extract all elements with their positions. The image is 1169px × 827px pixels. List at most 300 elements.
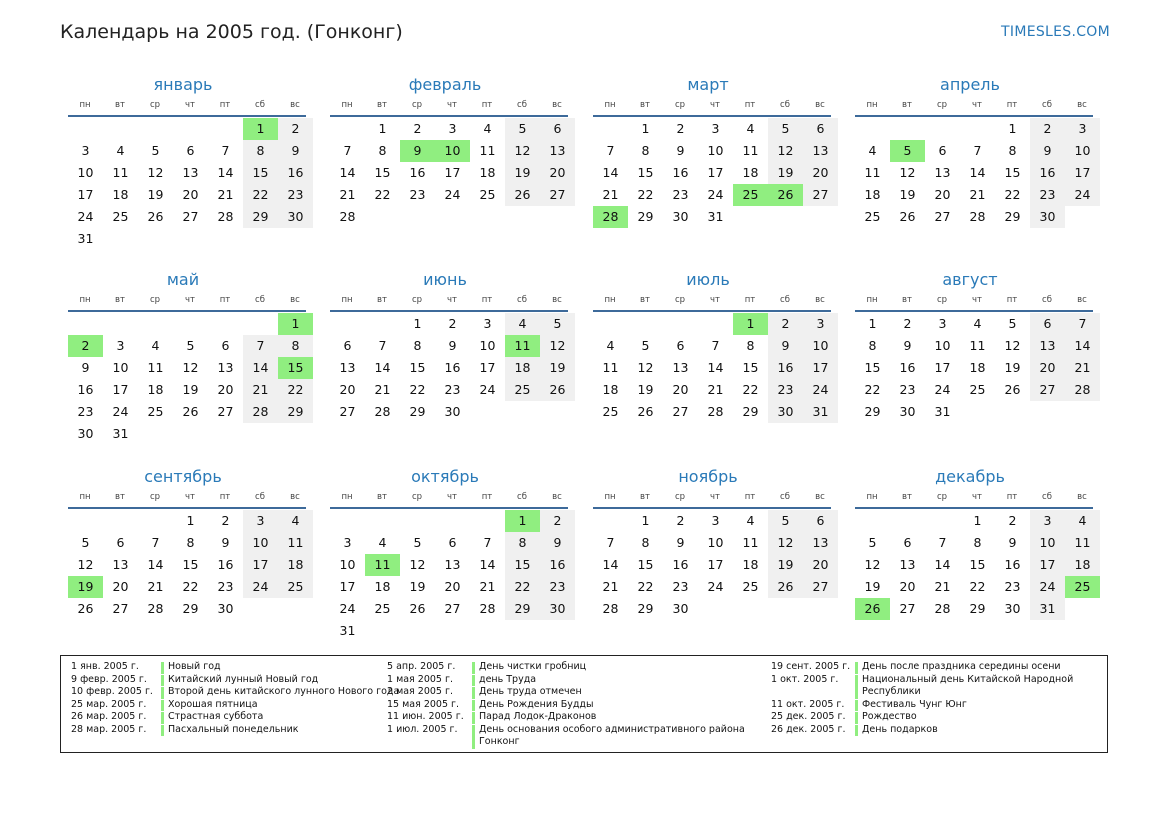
day-cell: 24 xyxy=(934,382,951,397)
day-cell: 5 xyxy=(641,338,650,353)
weekday-label: вс xyxy=(290,100,300,110)
day-cell: 2 xyxy=(413,121,422,136)
weekday-label: вт xyxy=(640,295,650,305)
day-cell: 4 xyxy=(483,121,492,136)
day-cell: 28 xyxy=(243,401,278,423)
weekday-label: пт xyxy=(744,492,756,502)
weekday-label: пн xyxy=(79,492,91,502)
legend-date: 2 мая 2005 г. xyxy=(387,686,453,697)
legend-holiday-name: День после праздника середины осени xyxy=(862,661,1061,672)
day-cell: 31 xyxy=(112,426,129,441)
day-cell: 14 xyxy=(217,165,234,180)
day-cell: 21 xyxy=(217,187,234,202)
day-cell: 29 xyxy=(278,401,313,423)
day-cell: 14 xyxy=(969,165,986,180)
weekday-label: пн xyxy=(341,100,353,110)
day-cell: 18 xyxy=(742,557,759,572)
day-cell: 18 xyxy=(742,165,759,180)
day-cell: 30 xyxy=(444,404,461,419)
day-cell: 4 xyxy=(116,143,125,158)
day-cell: 22 xyxy=(243,184,278,206)
weekday-label: ср xyxy=(674,295,686,305)
day-cell: 12 xyxy=(182,360,199,375)
day-cell: 5 xyxy=(413,535,422,550)
day-cell: 18 xyxy=(864,187,881,202)
days-grid xyxy=(593,118,838,250)
weekday-label: вс xyxy=(1077,100,1087,110)
day-cell: 1 xyxy=(413,316,422,331)
holiday-day-cell: 1 xyxy=(733,313,768,335)
days-grid xyxy=(855,510,1100,642)
day-cell: 13 xyxy=(339,360,356,375)
day-cell: 11 xyxy=(602,360,619,375)
day-cell: 13 xyxy=(444,557,461,572)
day-cell: 10 xyxy=(934,338,951,353)
day-cell: 5 xyxy=(540,313,575,335)
day-cell: 27 xyxy=(803,576,838,598)
day-cell: 24 xyxy=(77,209,94,224)
month-divider xyxy=(855,115,1093,117)
legend-holiday-name: День труда отмечен xyxy=(479,686,582,697)
day-cell: 4 xyxy=(868,143,877,158)
brand-link[interactable]: TIMESLES.COM xyxy=(1001,24,1110,40)
day-cell: 18 xyxy=(1065,554,1100,576)
day-cell: 23 xyxy=(409,187,426,202)
day-cell: 7 xyxy=(606,535,615,550)
day-cell: 31 xyxy=(934,404,951,419)
day-cell: 4 xyxy=(278,510,313,532)
day-cell: 16 xyxy=(672,557,689,572)
day-cell: 25 xyxy=(742,579,759,594)
legend-holiday-name: День подарков xyxy=(862,723,938,735)
day-cell: 19 xyxy=(182,382,199,397)
legend-entry xyxy=(387,711,767,724)
holiday-day-cell: 9 xyxy=(400,140,435,162)
day-cell: 16 xyxy=(444,360,461,375)
day-cell: 20 xyxy=(112,579,129,594)
month-divider xyxy=(330,310,568,312)
day-cell: 10 xyxy=(803,335,838,357)
day-cell: 25 xyxy=(969,382,986,397)
weekday-label: чт xyxy=(972,492,982,502)
days-grid xyxy=(593,510,838,642)
legend-date: 5 апр. 2005 г. xyxy=(387,661,456,672)
day-cell: 7 xyxy=(973,143,982,158)
weekday-label: сб xyxy=(517,295,527,305)
day-cell: 26 xyxy=(505,184,540,206)
legend-marker xyxy=(855,662,858,674)
day-cell: 28 xyxy=(479,601,496,616)
day-cell: 22 xyxy=(864,382,881,397)
day-cell: 17 xyxy=(707,165,724,180)
day-cell: 21 xyxy=(243,379,278,401)
day-cell: 8 xyxy=(973,535,982,550)
day-cell: 10 xyxy=(112,360,129,375)
weekday-header xyxy=(68,295,306,309)
weekday-label: вс xyxy=(552,295,562,305)
weekday-label: вт xyxy=(640,492,650,502)
weekday-label: чт xyxy=(447,492,457,502)
weekday-label: вт xyxy=(640,100,650,110)
day-cell: 6 xyxy=(116,535,125,550)
month-name: ноябрь xyxy=(678,467,738,486)
month-name: январь xyxy=(153,75,213,94)
holiday-day-cell: 26 xyxy=(855,598,890,620)
day-cell: 12 xyxy=(147,165,164,180)
legend-marker xyxy=(161,725,164,737)
day-cell: 19 xyxy=(899,187,916,202)
day-cell: 7 xyxy=(606,143,615,158)
legend-holiday-name: Фестиваль Чунг Юнг xyxy=(862,698,967,710)
day-cell: 21 xyxy=(339,187,356,202)
weekday-label: пн xyxy=(866,100,878,110)
weekday-label: ср xyxy=(674,492,686,502)
day-cell: 5 xyxy=(151,143,160,158)
holiday-day-cell: 26 xyxy=(768,184,803,206)
legend-date: 1 мая 2005 г. xyxy=(387,673,453,685)
day-cell: 8 xyxy=(413,338,422,353)
day-cell: 2 xyxy=(278,118,313,140)
month-divider xyxy=(855,507,1093,509)
day-cell: 23 xyxy=(77,404,94,419)
weekday-label: ср xyxy=(674,100,686,110)
weekday-label: чт xyxy=(185,100,195,110)
day-cell: 10 xyxy=(77,165,94,180)
legend-marker xyxy=(855,675,858,699)
day-cell: 7 xyxy=(1065,313,1100,335)
day-cell: 9 xyxy=(81,360,90,375)
day-cell: 25 xyxy=(602,404,619,419)
day-cell: 24 xyxy=(243,576,278,598)
weekday-label: вт xyxy=(115,295,125,305)
legend-holiday-name-cont: Республики xyxy=(862,686,921,697)
day-cell: 6 xyxy=(221,338,230,353)
day-cell: 2 xyxy=(221,513,230,528)
day-cell: 11 xyxy=(969,338,986,353)
day-cell: 18 xyxy=(112,187,129,202)
legend-date: 25 дек. 2005 г. xyxy=(771,711,846,722)
legend-date: 9 февр. 2005 г. xyxy=(71,673,147,685)
weekday-label: чт xyxy=(185,295,195,305)
day-cell: 14 xyxy=(707,360,724,375)
day-cell: 26 xyxy=(540,379,575,401)
weekday-label: пт xyxy=(1006,492,1018,502)
weekday-label: вс xyxy=(290,492,300,502)
day-cell: 19 xyxy=(768,162,803,184)
day-cell: 24 xyxy=(1065,184,1100,206)
day-cell: 17 xyxy=(1065,162,1100,184)
day-cell: 19 xyxy=(409,579,426,594)
holiday-day-cell: 1 xyxy=(278,313,313,335)
day-cell: 20 xyxy=(899,579,916,594)
day-cell: 19 xyxy=(540,357,575,379)
legend-entry xyxy=(387,661,767,674)
weekday-label: пт xyxy=(744,295,756,305)
day-cell: 27 xyxy=(1030,379,1065,401)
day-cell: 13 xyxy=(934,165,951,180)
day-cell: 12 xyxy=(768,140,803,162)
weekday-header xyxy=(855,295,1093,309)
weekday-label: сб xyxy=(1042,100,1052,110)
day-cell: 24 xyxy=(707,579,724,594)
legend-holiday-name: Пасхальный понедельник xyxy=(168,723,299,735)
day-cell: 15 xyxy=(374,165,391,180)
day-cell: 21 xyxy=(707,382,724,397)
day-cell: 7 xyxy=(378,338,387,353)
day-cell: 25 xyxy=(374,601,391,616)
day-cell: 11 xyxy=(278,532,313,554)
day-cell: 31 xyxy=(1030,598,1065,620)
legend-holiday-name: День Рождения Будды xyxy=(479,698,594,710)
day-cell: 13 xyxy=(540,140,575,162)
day-cell: 24 xyxy=(112,404,129,419)
weekday-header xyxy=(855,100,1093,114)
day-cell: 17 xyxy=(243,554,278,576)
day-cell: 22 xyxy=(505,576,540,598)
day-cell: 29 xyxy=(182,601,199,616)
weekday-label: пт xyxy=(481,100,493,110)
day-cell: 17 xyxy=(339,579,356,594)
day-cell: 6 xyxy=(540,118,575,140)
weekday-label: сб xyxy=(517,492,527,502)
day-cell: 26 xyxy=(147,209,164,224)
month-name: декабрь xyxy=(935,467,1005,486)
day-cell: 5 xyxy=(1008,316,1017,331)
weekday-label: вс xyxy=(815,100,825,110)
day-cell: 7 xyxy=(151,535,160,550)
holiday-day-cell: 1 xyxy=(505,510,540,532)
day-cell: 8 xyxy=(641,143,650,158)
days-grid xyxy=(68,510,313,642)
day-cell: 15 xyxy=(969,557,986,572)
day-cell: 6 xyxy=(186,143,195,158)
day-cell: 14 xyxy=(479,557,496,572)
weekday-header xyxy=(593,295,831,309)
day-cell: 14 xyxy=(602,165,619,180)
month-divider xyxy=(330,507,568,509)
day-cell: 29 xyxy=(1004,209,1021,224)
day-cell: 8 xyxy=(278,335,313,357)
day-cell: 11 xyxy=(742,143,759,158)
weekday-label: ср xyxy=(936,100,948,110)
day-cell: 8 xyxy=(868,338,877,353)
weekday-label: вс xyxy=(290,295,300,305)
day-cell: 13 xyxy=(672,360,689,375)
day-cell: 13 xyxy=(182,165,199,180)
weekday-label: сб xyxy=(255,492,265,502)
day-cell: 7 xyxy=(483,535,492,550)
day-cell: 7 xyxy=(938,535,947,550)
day-cell: 6 xyxy=(938,143,947,158)
day-cell: 24 xyxy=(707,187,724,202)
holiday-day-cell: 11 xyxy=(365,554,400,576)
day-cell: 21 xyxy=(602,187,619,202)
month-divider xyxy=(593,115,831,117)
day-cell: 31 xyxy=(803,401,838,423)
day-cell: 10 xyxy=(707,535,724,550)
day-cell: 7 xyxy=(711,338,720,353)
weekday-label: пн xyxy=(604,295,616,305)
legend-date: 1 июл. 2005 г. xyxy=(387,723,458,735)
legend-marker xyxy=(472,662,475,674)
day-cell: 8 xyxy=(746,338,755,353)
day-cell: 14 xyxy=(1065,335,1100,357)
weekday-label: ср xyxy=(411,100,423,110)
day-cell: 20 xyxy=(934,187,951,202)
month-name: март xyxy=(687,75,729,94)
weekday-label: пт xyxy=(481,295,493,305)
day-cell: 12 xyxy=(768,532,803,554)
legend-holiday-name-cont: Гонконг xyxy=(479,736,520,747)
day-cell: 19 xyxy=(637,382,654,397)
day-cell: 14 xyxy=(374,360,391,375)
day-cell: 29 xyxy=(637,209,654,224)
day-cell: 27 xyxy=(934,209,951,224)
page-title: Календарь на 2005 год. (Гонконг) xyxy=(60,21,403,43)
day-cell: 17 xyxy=(1030,554,1065,576)
legend-date: 1 окт. 2005 г. xyxy=(771,673,839,685)
day-cell: 23 xyxy=(672,187,689,202)
legend-marker xyxy=(472,725,475,749)
day-cell: 23 xyxy=(899,382,916,397)
legend-holiday-name: День основания особого административного района xyxy=(479,723,745,735)
legend-entry xyxy=(771,661,1151,674)
legend-marker xyxy=(472,675,475,687)
day-cell: 19 xyxy=(505,162,540,184)
day-cell: 30 xyxy=(672,601,689,616)
day-cell: 9 xyxy=(676,143,685,158)
day-cell: 25 xyxy=(505,379,540,401)
day-cell: 11 xyxy=(864,165,881,180)
day-cell: 12 xyxy=(1004,338,1021,353)
day-cell: 29 xyxy=(969,601,986,616)
day-cell: 10 xyxy=(243,532,278,554)
day-cell: 24 xyxy=(803,379,838,401)
day-cell: 8 xyxy=(243,140,278,162)
legend-entry xyxy=(387,686,767,699)
month-name: июль xyxy=(686,270,730,289)
weekday-label: сб xyxy=(780,492,790,502)
legend-entry xyxy=(387,674,767,687)
day-cell: 15 xyxy=(864,360,881,375)
legend-marker xyxy=(855,712,858,724)
legend-entry xyxy=(771,674,1151,699)
weekday-label: вт xyxy=(377,295,387,305)
weekday-header xyxy=(330,295,568,309)
day-cell: 8 xyxy=(641,535,650,550)
day-cell: 22 xyxy=(969,579,986,594)
day-cell: 27 xyxy=(217,404,234,419)
weekday-label: ср xyxy=(149,100,161,110)
day-cell: 9 xyxy=(448,338,457,353)
legend-date: 19 сент. 2005 г. xyxy=(771,661,851,672)
weekday-label: сб xyxy=(1042,295,1052,305)
legend-marker xyxy=(161,687,164,699)
day-cell: 15 xyxy=(637,557,654,572)
day-cell: 1 xyxy=(641,513,650,528)
day-cell: 27 xyxy=(112,601,129,616)
holiday-day-cell: 25 xyxy=(1065,576,1100,598)
holiday-day-cell: 5 xyxy=(890,140,925,162)
day-cell: 18 xyxy=(602,382,619,397)
month-divider xyxy=(68,310,306,312)
weekday-label: пт xyxy=(744,100,756,110)
day-cell: 21 xyxy=(147,579,164,594)
day-cell: 24 xyxy=(444,187,461,202)
days-grid xyxy=(855,313,1100,445)
day-cell: 13 xyxy=(1030,335,1065,357)
legend-marker xyxy=(161,662,164,674)
day-cell: 4 xyxy=(746,513,755,528)
day-cell: 3 xyxy=(116,338,125,353)
day-cell: 11 xyxy=(1065,532,1100,554)
day-cell: 19 xyxy=(768,554,803,576)
day-cell: 2 xyxy=(676,121,685,136)
day-cell: 10 xyxy=(1030,532,1065,554)
weekday-label: пт xyxy=(481,492,493,502)
day-cell: 16 xyxy=(899,360,916,375)
weekday-label: чт xyxy=(972,295,982,305)
day-cell: 16 xyxy=(77,382,94,397)
day-cell: 29 xyxy=(505,598,540,620)
day-cell: 1 xyxy=(1008,121,1017,136)
day-cell: 6 xyxy=(903,535,912,550)
days-grid xyxy=(68,118,313,250)
legend-marker xyxy=(472,712,475,724)
weekday-label: пн xyxy=(604,100,616,110)
day-cell: 5 xyxy=(768,118,803,140)
day-cell: 27 xyxy=(444,601,461,616)
weekday-label: ср xyxy=(411,492,423,502)
day-cell: 25 xyxy=(864,209,881,224)
weekday-label: вт xyxy=(115,100,125,110)
legend-holiday-name: Хорошая пятница xyxy=(168,698,258,710)
legend-holiday-name: день Труда xyxy=(479,673,537,685)
day-cell: 11 xyxy=(147,360,164,375)
day-cell: 3 xyxy=(243,510,278,532)
weekday-header xyxy=(68,100,306,114)
weekday-label: пн xyxy=(604,492,616,502)
legend-date: 25 мар. 2005 г. xyxy=(71,698,147,710)
weekday-label: пн xyxy=(341,295,353,305)
day-cell: 14 xyxy=(934,557,951,572)
days-grid xyxy=(855,118,1100,250)
day-cell: 21 xyxy=(602,579,619,594)
day-cell: 4 xyxy=(1065,510,1100,532)
day-cell: 8 xyxy=(505,532,540,554)
month-name: октябрь xyxy=(411,467,479,486)
day-cell: 28 xyxy=(374,404,391,419)
legend-holiday-name: Новый год xyxy=(168,661,221,672)
holiday-legend xyxy=(60,655,1108,753)
day-cell: 9 xyxy=(1030,140,1065,162)
legend-entry xyxy=(387,699,767,712)
day-cell: 18 xyxy=(374,579,391,594)
day-cell: 27 xyxy=(899,601,916,616)
legend-date: 26 мар. 2005 г. xyxy=(71,711,147,722)
day-cell: 18 xyxy=(505,357,540,379)
weekday-header xyxy=(68,492,306,506)
day-cell: 3 xyxy=(938,316,947,331)
days-grid xyxy=(330,510,575,642)
day-cell: 26 xyxy=(77,601,94,616)
day-cell: 5 xyxy=(868,535,877,550)
holiday-day-cell: 15 xyxy=(278,357,313,379)
day-cell: 14 xyxy=(339,165,356,180)
weekday-label: чт xyxy=(710,492,720,502)
day-cell: 22 xyxy=(182,579,199,594)
day-cell: 4 xyxy=(151,338,160,353)
